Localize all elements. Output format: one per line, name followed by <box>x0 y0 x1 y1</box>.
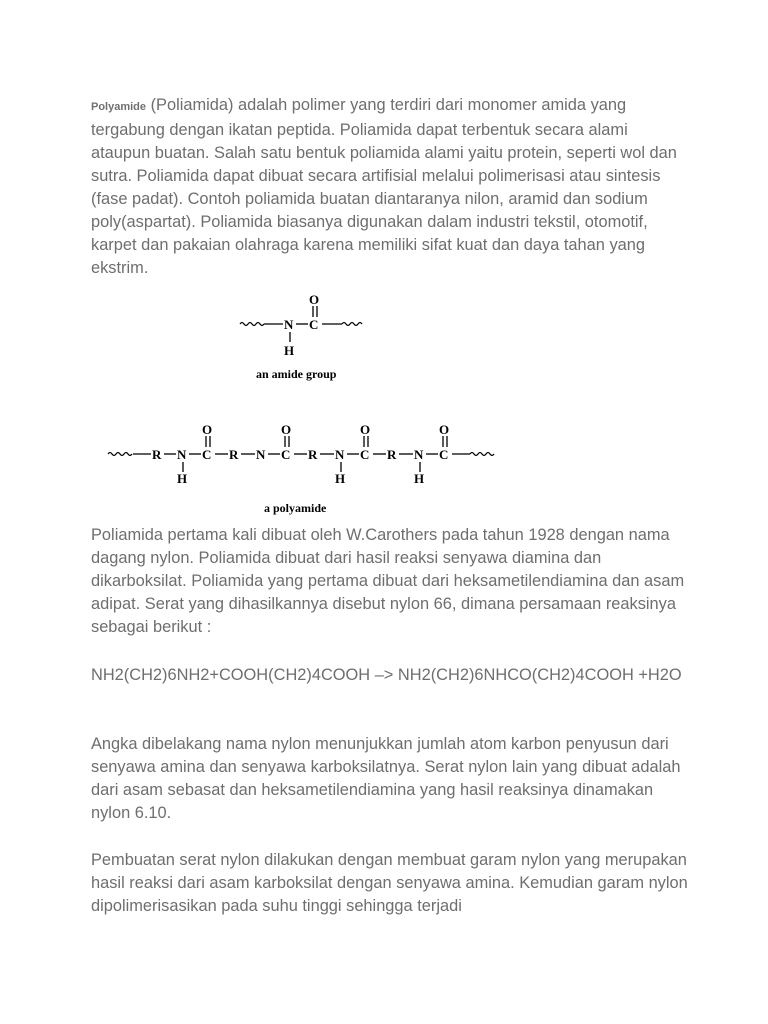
atom-n: N <box>414 447 424 462</box>
atom-h: H <box>414 471 425 486</box>
atom-h: H <box>335 471 346 486</box>
atom-n: N <box>284 317 294 332</box>
amide-group-diagram <box>0 288 768 388</box>
chain-wavy-left <box>240 323 264 326</box>
carothers-paragraph: Poliamida pertama kali dibuat oleh W.Carothers pada tahun 1928 dengan nama dagang nylon. Poliamida dibuat dari hasil reaksi senyawa diamina dan dikarboksilat. Poliamida yang pertama dibuat dari heksametilendiamina dan asam adipat. Serat yang dihasilkannya disebut nylon 66, dimana persamaan reaksinya sebagai berikut : <box>91 526 685 636</box>
atom-c: C <box>202 447 212 462</box>
atom-c: C <box>360 447 370 462</box>
atom-n: N <box>177 447 187 462</box>
chain-wavy-right <box>470 453 494 456</box>
intro-text: (Poliamida) adalah polimer yang terdiri dari monomer amida yang tergabung dengan ikatan peptida. Poliamida dapat terbentuk secara alami ataupun buatan. Salah satu bentuk poliamida alami yaitu protein, seperti wol dan sutra. Poliamida dapat dibuat secara artifisial melalui polimerisasi atau sintesis (fase padat). Contoh poliamida buatan diantaranya nilon, aramid dan sodium poly(aspartat). Poliamida biasanya digunakan dalam industri tekstil, otomotif, karpet dan pakaian olahraga karena memiliki sifat kuat dan daya tahan yang ekstrim. <box>91 96 677 277</box>
nylon-salt-paragraph: Pembuatan serat nylon dilakukan dengan membuat garam nylon yang merupakan hasil reaksi dari asam karboksilat dengan senyawa amina. Kemudian garam nylon dipolimerisasikan pada suhu tinggi sehingga terjadi <box>91 851 688 915</box>
atom-o: O <box>202 422 213 437</box>
atom-h: H <box>284 343 295 358</box>
atom-o: O <box>309 292 320 307</box>
atom-r: R <box>387 447 397 462</box>
intro-paragraph <box>91 94 691 280</box>
chain-wavy-left <box>108 453 132 456</box>
polyamide-diagram <box>0 418 768 523</box>
amide-group-structure <box>0 288 768 388</box>
atom-o: O <box>439 422 450 437</box>
polyamide-caption: a polyamide <box>264 501 327 515</box>
atom-c: C <box>281 447 291 462</box>
atom-r: R <box>229 447 239 462</box>
nylon-number-paragraph: Angka dibelakang nama nylon menunjukkan jumlah atom karbon penyusun dari senyawa amina dan senyawa karboksilatnya. Serat nylon lain yang dibuat adalah dari asam sebasat dan heksametilendiamina yang hasil reaksinya dinamakan nylon 6.10. <box>91 735 681 822</box>
atom-r: R <box>152 447 162 462</box>
atom-o: O <box>360 422 371 437</box>
atom-n: N <box>335 447 345 462</box>
chain-wavy-right <box>342 323 362 326</box>
amide-caption: an amide group <box>256 367 337 381</box>
atom-c: C <box>439 447 449 462</box>
term-polyamide: Polyamide <box>91 101 147 113</box>
atom-r: R <box>308 447 318 462</box>
atom-n: N <box>256 447 266 462</box>
atom-o: O <box>281 422 292 437</box>
atom-c: C <box>309 317 319 332</box>
polyamide-structure <box>0 418 768 523</box>
reaction-equation: NH2(CH2)6NH2+COOH(CH2)4COOH –> NH2(CH2)6NHCO(CH2)4COOH +H2O <box>91 666 682 684</box>
atom-h: H <box>177 471 188 486</box>
